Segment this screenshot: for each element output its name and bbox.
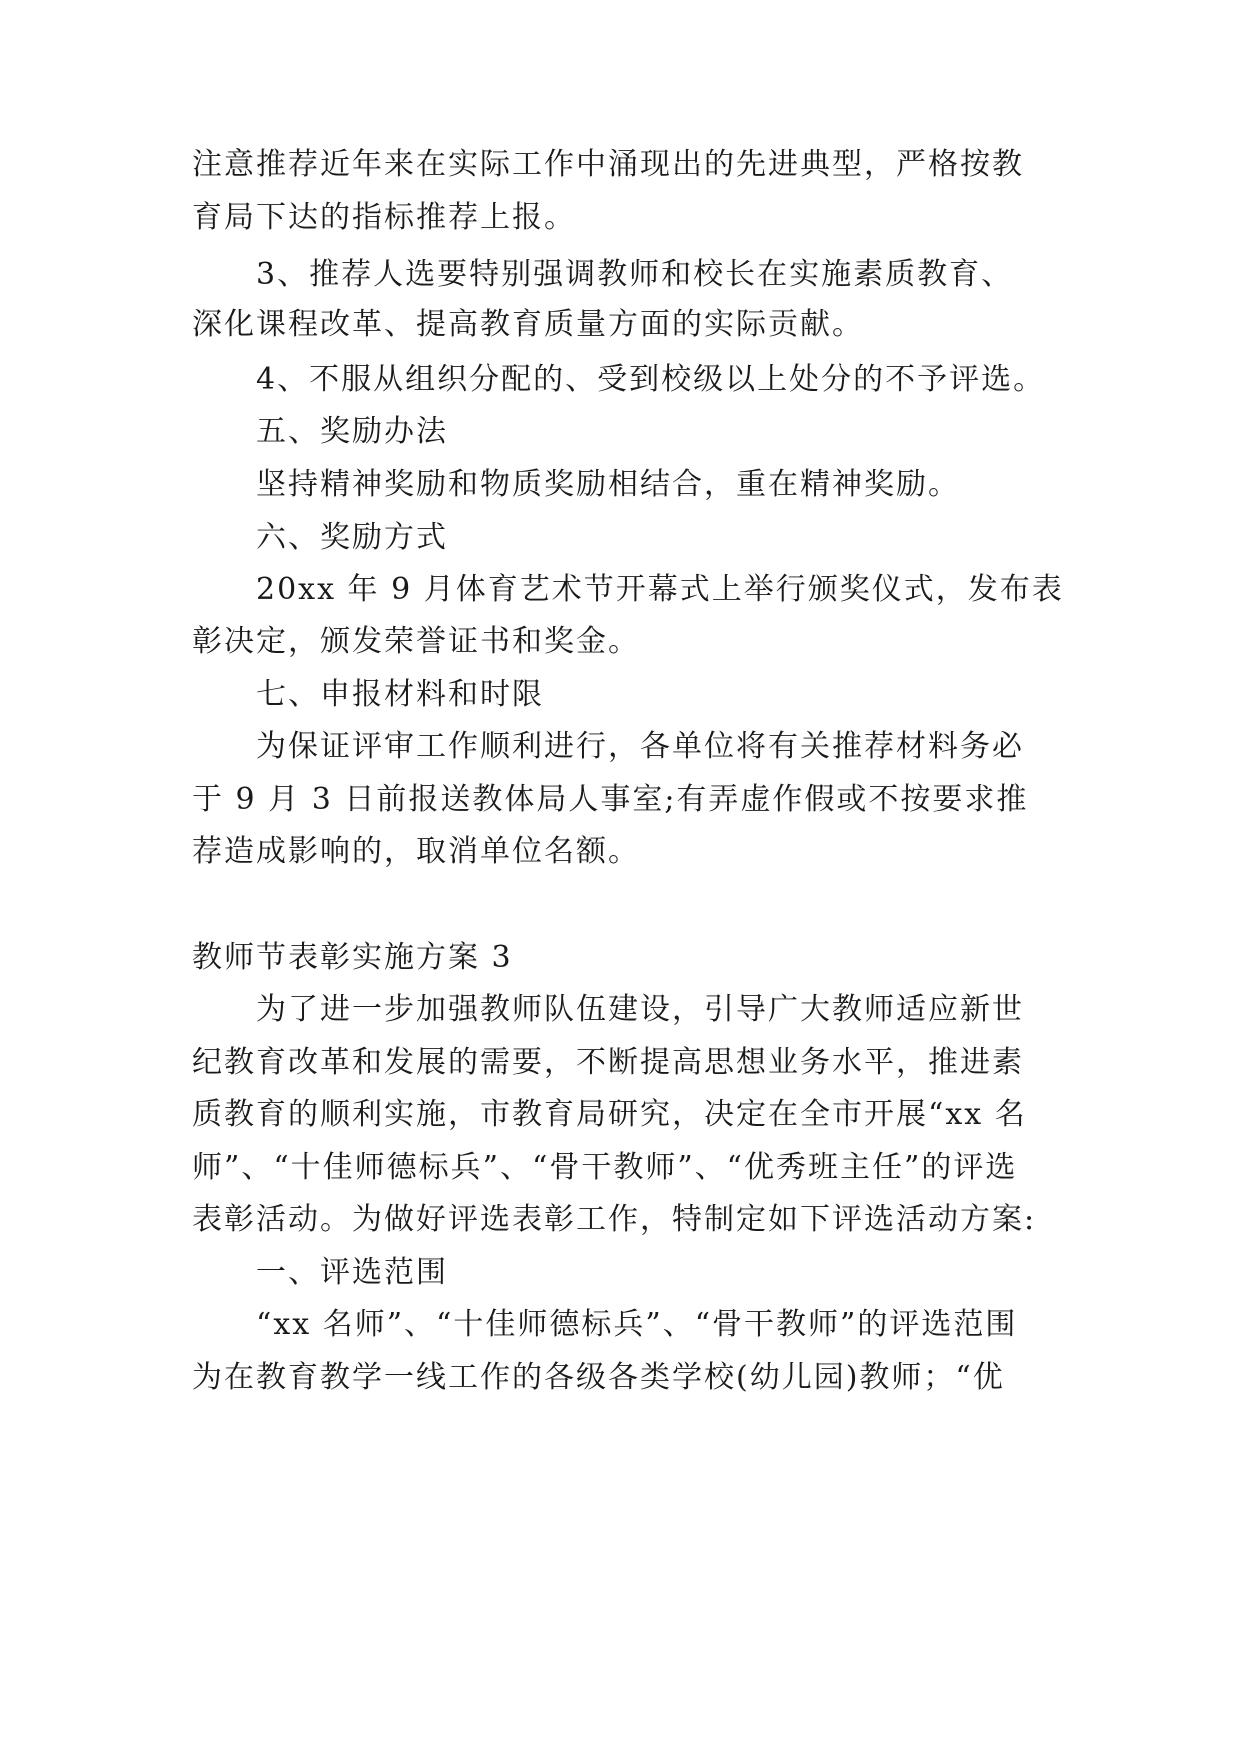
document-title: 教师节表彰实施方案 3 — [192, 940, 513, 975]
section-heading: 七、申报材料和时限 — [256, 677, 544, 712]
text-line: 表彰活动。为做好评选表彰工作，特制定如下评选活动方案: — [192, 1202, 1037, 1237]
text-line: 荐造成影响的，取消单位名额。 — [192, 834, 640, 869]
text-line: 为保证评审工作顺利进行，各单位将有关推荐材料务必 — [256, 729, 1024, 764]
section-heading: 一、评选范围 — [256, 1255, 448, 1290]
text-line: 坚持精神奖励和物质奖励相结合，重在精神奖励。 — [256, 467, 960, 502]
section-heading: 五、奖励办法 — [256, 414, 448, 449]
text-line: 为了进一步加强教师队伍建设，引导广大教师适应新世 — [256, 992, 1024, 1027]
text-line: 师”、“十佳师德标兵”、“骨干教师”、“优秀班主任”的评选 — [192, 1150, 1018, 1185]
text-line: 为在教育教学一线工作的各级各类学校(幼儿园)教师；“优 — [192, 1360, 1005, 1395]
text-line: 深化课程改革、提高教育质量方面的实际贡献。 — [192, 307, 864, 342]
text-line: 注意推荐近年来在实际工作中涌现出的先进典型，严格按教 — [192, 147, 1024, 182]
text-line: 育局下达的指标推荐上报。 — [192, 200, 576, 235]
text-line: 彰决定，颁发荣誉证书和奖金。 — [192, 624, 640, 659]
text-line: 纪教育改革和发展的需要，不断提高思想业务水平，推进素 — [192, 1045, 1024, 1080]
text-line: 3、推荐人选要特别强调教师和校长在实施素质教育、 — [256, 257, 1014, 292]
text-line: “xx 名师”、“十佳师德标兵”、“骨干教师”的评选范围 — [256, 1307, 1018, 1342]
text-line: 质教育的顺利实施，市教育局研究，决定在全市开展“xx 名 — [192, 1097, 1027, 1132]
text-line: 4、不服从组织分配的、受到校级以上处分的不予评选。 — [256, 362, 1046, 397]
text-line: 20xx 年 9 月体育艺术节开幕式上举行颁奖仪式，发布表 — [256, 572, 1064, 607]
text-line: 于 9 月 3 日前报送教体局人事室;有弄虚作假或不按要求推 — [192, 782, 1029, 817]
section-heading: 六、奖励方式 — [256, 520, 448, 555]
